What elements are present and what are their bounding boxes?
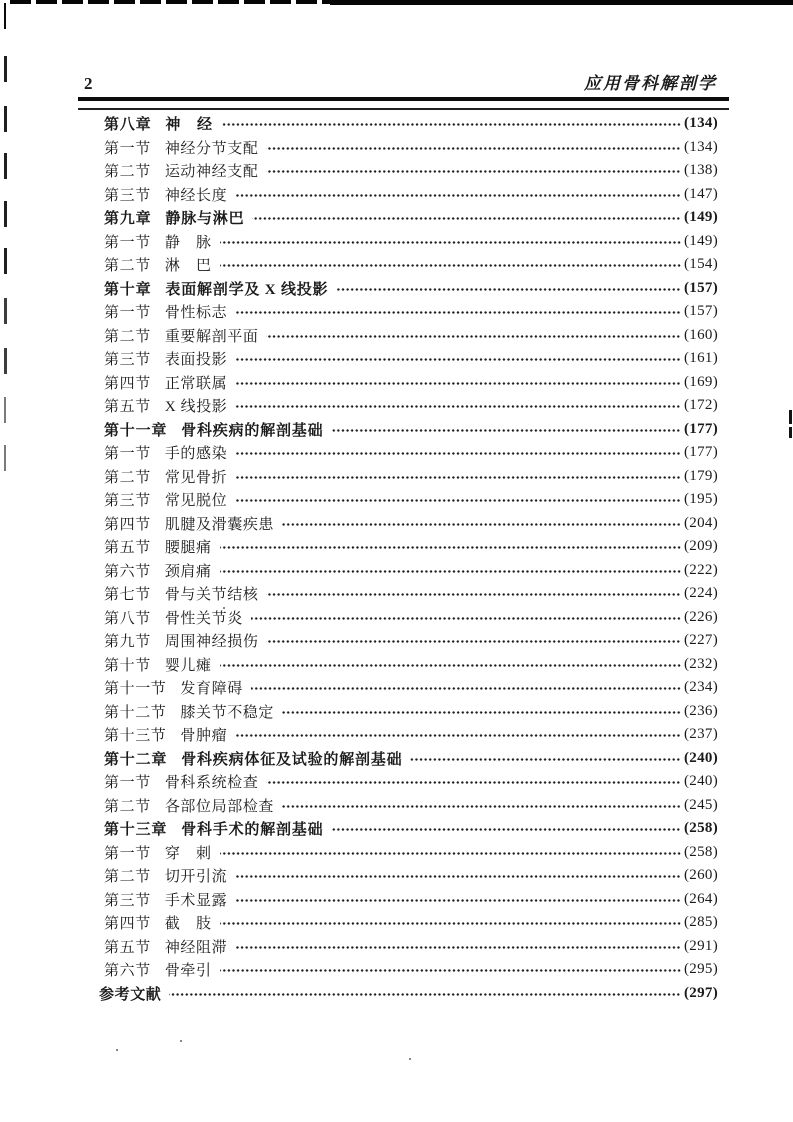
dot-leader [235,472,681,483]
toc-entry-title: 截 肢 [164,916,212,933]
dot-leader [336,284,681,295]
toc-entry-label: 第十三章 [104,822,168,839]
toc-row [104,864,718,888]
dot-leader [169,989,681,1000]
dot-leader [220,848,681,859]
toc-entry-label: 第二节 [104,798,151,815]
toc-entry-title: 腰腿痛 [164,540,212,557]
scan-speck [180,1040,182,1042]
toc-entry-title: 骨肿瘤 [180,728,228,745]
toc-entry-label: 第二节 [104,258,151,275]
toc-entry-title: 骨牵引 [164,963,212,980]
toc-entry-title: 颈肩痛 [164,563,212,580]
dot-leader [235,448,681,459]
toc-entry-title: 神 经 [165,117,213,134]
scan-artifact-left-dash [4,445,6,471]
dot-leader [235,495,681,506]
toc-entry-label: 第九节 [104,634,151,651]
dot-leader [282,707,681,718]
toc-row [104,606,718,630]
toc-row [104,935,718,959]
toc-entry-title: 常见骨折 [164,469,228,486]
scan-artifact-left-dash [4,153,7,179]
toc-entry-title: 穿 刺 [164,845,212,862]
toc-entry-title: 表面解剖学及 X 线投影 [165,281,329,298]
toc-row [104,700,718,724]
toc-entry-title: 表面投影 [164,352,228,369]
toc-entry-page: (260) [684,867,718,884]
toc-row [104,794,718,818]
toc-entry-label: 第二节 [104,328,151,345]
dot-leader [266,143,681,154]
toc-entry-label: 第一节 [104,845,151,862]
book-title: 应用骨科解剖学 [584,74,717,93]
toc-entry-page: (134) [684,138,718,155]
scan-artifact-left-dash [4,397,6,423]
toc-row [104,911,718,935]
toc-entry-page: (204) [684,514,718,531]
toc-entry-label: 第四节 [104,375,151,392]
dot-leader [235,895,681,906]
scan-artifact-right-dash [789,427,792,438]
dot-leader [221,119,681,130]
toc-row [104,206,718,230]
dot-leader [266,636,681,647]
toc-row [104,159,718,183]
toc-entry-title: 手术显露 [164,892,228,909]
toc-entry-title: 静脉与淋巴 [165,211,245,228]
toc-row [104,300,718,324]
toc-entry-page: (169) [684,373,718,390]
toc-entry-label: 第四节 [104,516,151,533]
scan-artifact-left-dash [4,348,7,374]
dot-leader [220,660,681,671]
toc-entry-page: (291) [684,937,718,954]
toc-row [104,394,718,418]
toc-entry-title: 常见脱位 [164,493,228,510]
dot-leader [220,918,681,929]
toc-entry-label: 第五节 [104,540,151,557]
toc-row [104,324,718,348]
toc-entry-label: 第二节 [104,164,151,181]
scan-speck [116,1049,118,1051]
toc-entry-label: 第一节 [104,305,151,322]
toc-row [104,958,718,982]
toc-row [104,817,718,841]
toc-entry-label: 第七节 [104,587,151,604]
toc-row [104,441,718,465]
toc-entry-title: 神经长度 [164,187,228,204]
toc-row [104,465,718,489]
scan-artifact-left-dash [4,248,7,274]
toc-entry-title: 骨性标志 [164,305,228,322]
toc-entry-label: 第五节 [104,399,151,416]
toc-entry-label: 第四节 [104,916,151,933]
dot-leader [235,871,681,882]
toc-entry-page: (222) [684,561,718,578]
toc-row [104,136,718,160]
scan-artifact-right-dash [789,410,792,424]
toc-entry-page: (234) [684,679,718,696]
toc-entry-label: 第十二章 [104,751,168,768]
toc-entry-label: 第八节 [104,610,151,627]
toc-entry-page: (258) [684,820,718,837]
toc-entry-title: 肌腱及滑囊疾患 [164,516,275,533]
toc-entry-page: (236) [684,702,718,719]
scan-artifact-left-dash [4,298,7,324]
page-number: 2 [84,74,93,93]
toc-entry-page: (147) [684,185,718,202]
toc-row [104,582,718,606]
toc-entry-page: (157) [684,303,718,320]
toc-entry-page: (264) [684,890,718,907]
toc-row [104,183,718,207]
toc-entry-label: 第十三节 [104,728,167,745]
toc-entry-page: (134) [684,115,718,132]
scan-artifact-left-dash [4,56,7,82]
toc-entry-page: (240) [684,749,718,766]
toc-entry-label: 第二节 [104,869,151,886]
toc-entry-label: 第五节 [104,939,151,956]
toc-row [104,629,718,653]
dot-leader [220,260,681,271]
toc-entry-label: 第十章 [104,281,152,298]
scan-artifact-top-edge-right [330,0,793,5]
toc-row [104,653,718,677]
dot-leader [235,401,681,412]
dot-leader [235,307,681,318]
toc-entry-label: 第六节 [104,963,151,980]
toc-entry-page: (295) [684,961,718,978]
toc-entry-page: (179) [684,467,718,484]
toc-entry-title: 膝关节不稳定 [180,704,275,721]
dot-leader [220,965,681,976]
toc-entry-page: (177) [684,444,718,461]
toc-entry-title: 神经分节支配 [164,140,259,157]
toc-entry-title: 切开引流 [164,869,228,886]
toc-entry-page: (177) [684,420,718,437]
dot-leader [235,378,681,389]
toc-entry-title: 手的感染 [164,446,228,463]
toc-row [104,747,718,771]
toc-entry-label: 第一节 [104,140,151,157]
dot-leader [251,613,681,624]
toc-entry-page: (240) [684,773,718,790]
toc-entry-title: 运动神经支配 [164,164,259,181]
scan-artifact-left-dash [4,106,7,132]
toc-row [104,277,718,301]
toc-entry-page: (245) [684,796,718,813]
toc-entry-label: 第三节 [104,187,151,204]
toc-entry-page: (157) [684,279,718,296]
toc-entry-page: (237) [684,726,718,743]
toc-row [104,676,718,700]
toc-entry-label: 第十节 [104,657,151,674]
toc-entry-title: 神经阻滞 [164,939,228,956]
toc-entry-page: (209) [684,538,718,555]
toc-entry-page: (154) [684,256,718,273]
dot-leader [331,824,681,835]
toc-entry-title: 正常联属 [164,375,228,392]
toc-entry-title: 骨科手术的解剖基础 [181,822,324,839]
toc-entry-title: 淋 巴 [164,258,212,275]
toc-entry-label: 第六节 [104,563,151,580]
toc-entry-page: (297) [684,984,718,1001]
toc-entry-label: 第十一章 [104,422,168,439]
scan-artifact-left-dash [4,201,7,227]
toc-entry-label: 第八章 [104,117,152,134]
toc-entry-label: 第一节 [104,446,151,463]
toc-entry-page: (195) [684,491,718,508]
toc-entry-label: 第九章 [104,211,152,228]
toc-entry-label: 第十一节 [104,681,167,698]
dot-leader [235,190,681,201]
toc-row [99,982,718,1006]
toc-entry-page: (149) [684,209,718,226]
dot-leader [282,801,681,812]
toc-entry-page: (161) [684,350,718,367]
toc-row [104,418,718,442]
toc-entry-label: 第十二节 [104,704,167,721]
toc-entry-label: 第三节 [104,493,151,510]
running-head [84,70,727,96]
toc-row [104,253,718,277]
toc-row [104,723,718,747]
toc-entry-title: 参考文献 [99,986,162,1003]
toc-row [104,371,718,395]
toc-entry-page: (160) [684,326,718,343]
dot-leader [235,942,681,953]
toc-row [104,559,718,583]
toc-row [104,230,718,254]
dot-leader [282,519,681,530]
toc-entry-title: 骨科疾病体征及试验的解剖基础 [181,751,403,768]
dot-leader [235,730,681,741]
toc-entry-page: (224) [684,585,718,602]
dot-leader [331,425,681,436]
dot-leader [266,331,681,342]
toc-entry-title: 骨科疾病的解剖基础 [181,422,324,439]
scan-speck [409,1058,411,1060]
toc-entry-title: 骨与关节结核 [164,587,259,604]
toc-entry-title: 婴儿瘫 [164,657,212,674]
toc-entry-page: (285) [684,914,718,931]
toc-entry-page: (172) [684,397,718,414]
toc-row [104,770,718,794]
scan-artifact-top-edge-left [10,0,332,4]
dot-leader [266,589,681,600]
toc-entry-label: 第三节 [104,892,151,909]
dot-leader [410,754,681,765]
toc-entry-title: 骨科系统检查 [164,775,259,792]
header-rule [78,97,729,110]
toc-entry-title: X 线投影 [164,399,228,416]
toc-entry-title: 发育障碍 [180,681,243,698]
toc-list [99,112,718,1005]
toc-entry-page: (227) [684,632,718,649]
dot-leader [235,354,681,365]
dot-leader [252,213,681,224]
toc-row [104,488,718,512]
toc-entry-page: (226) [684,608,718,625]
toc-row [104,347,718,371]
toc-entry-page: (232) [684,655,718,672]
toc-entry-title: 静 脉 [164,234,212,251]
dot-leader [220,566,681,577]
toc-entry-label: 第二节 [104,469,151,486]
toc-row [104,888,718,912]
dot-leader [220,237,681,248]
toc-entry-title: 各部位局部检查 [164,798,275,815]
dot-leader [220,542,681,553]
toc-row [104,841,718,865]
toc-entry-label: 第三节 [104,352,151,369]
toc-entry-title: 骨性关节炎 [164,610,243,627]
toc-entry-page: (258) [684,843,718,860]
toc-entry-page: (149) [684,232,718,249]
toc-row [104,512,718,536]
toc-entry-title: 周围神经损伤 [164,634,259,651]
toc-entry-page: (138) [684,162,718,179]
toc-row [104,112,718,136]
dot-leader [266,166,681,177]
toc-entry-label: 第一节 [104,775,151,792]
toc-row [104,535,718,559]
dot-leader [266,777,681,788]
dot-leader [251,683,681,694]
toc-entry-title: 重要解剖平面 [164,328,259,345]
toc-entry-label: 第一节 [104,234,151,251]
scan-artifact-corner-line [4,3,6,29]
